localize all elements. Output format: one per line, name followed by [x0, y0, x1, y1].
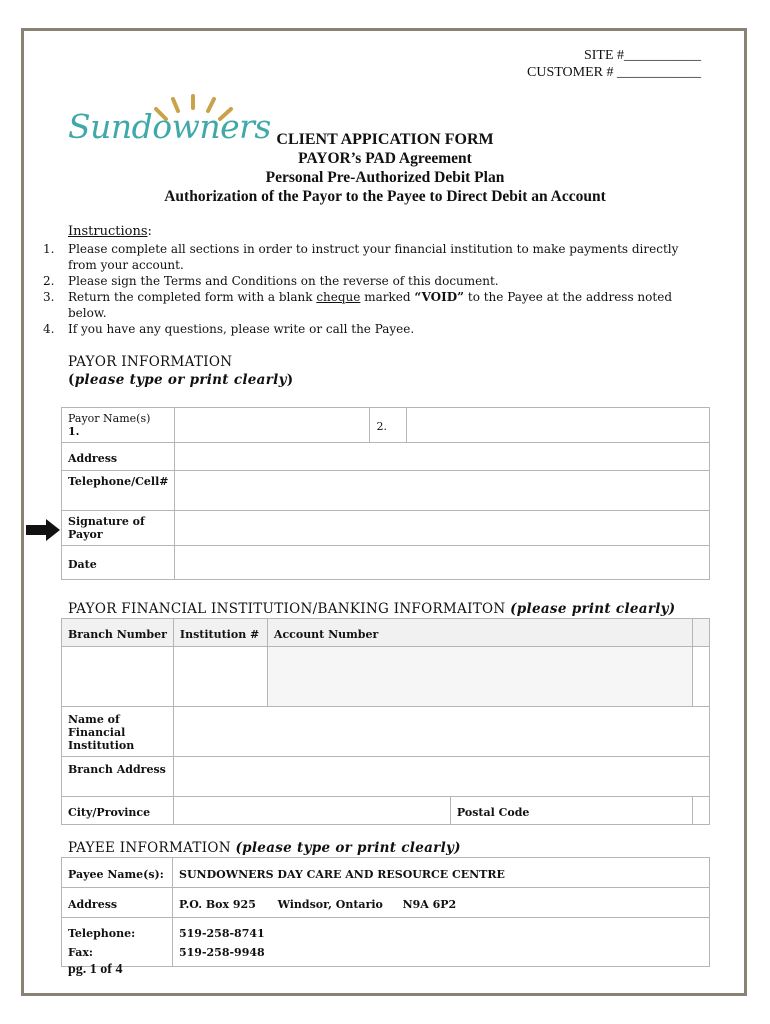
payor-name-2-label-cell — [370, 408, 407, 443]
instructions-heading-text: Instructions — [68, 224, 148, 239]
payor-section-heading — [68, 353, 293, 389]
instructions-heading — [68, 224, 152, 239]
payor-name-1-field[interactable] — [175, 408, 370, 443]
payee-address-label-cell — [62, 888, 173, 918]
payee-name-label-cell — [62, 858, 173, 888]
cheque-term: cheque — [316, 290, 361, 304]
payee-name-label: Payee Name(s): — [68, 868, 164, 881]
signature-label-cell — [62, 511, 175, 546]
postal-code-cell — [450, 797, 536, 824]
site-number: SITE #___________ — [583, 48, 701, 63]
branch-number-label: Branch Number — [68, 628, 167, 641]
city-province-field[interactable] — [173, 797, 692, 825]
instruction-text: Return the completed form with a blank — [68, 290, 317, 304]
institution-name-label-cell — [62, 707, 174, 757]
payor-name-2-label: 2. — [376, 420, 387, 433]
date-label-cell — [62, 546, 175, 580]
account-number-header — [267, 619, 692, 647]
branch-number-field[interactable] — [62, 647, 174, 707]
customer-number: CUSTOMER # ____________ — [527, 65, 701, 80]
site-customer-block — [505, 47, 701, 81]
payor-name-label: Payor Name(s) — [68, 412, 151, 425]
payor-date-field[interactable] — [175, 546, 710, 580]
institution-name-label: Name of Financial Institution — [68, 713, 135, 752]
payee-fax-value: 519-258-9948 — [179, 946, 265, 959]
payor-subheading: please type or print clearly — [74, 372, 287, 388]
account-spacer-cell — [693, 647, 710, 707]
payor-phone-field[interactable] — [175, 471, 710, 511]
instruction-item — [40, 321, 700, 337]
instruction-number: 4. — [43, 322, 55, 336]
form-subtitle-pad: PAYOR’s PAD Agreement — [298, 150, 472, 167]
instruction-item — [40, 289, 700, 321]
payee-po-box: P.O. Box 925 — [179, 898, 256, 911]
institution-header — [173, 619, 267, 647]
payee-subheading: (please type or print clearly) — [235, 840, 461, 856]
branch-number-header — [62, 619, 174, 647]
payor-name-1-label: 1. — [68, 425, 80, 438]
account-header-spacer — [693, 619, 710, 647]
instruction-number: 2. — [43, 274, 55, 288]
payee-section-heading — [68, 840, 461, 856]
payee-name-value-cell — [173, 858, 710, 888]
payee-fax-label: Fax: — [68, 946, 93, 959]
payor-address-label: Address — [68, 452, 118, 465]
payee-phone-value: 519-258-8741 — [179, 927, 265, 940]
sundowners-logo: Sundowners — [68, 107, 271, 146]
payee-contact-label-cell — [62, 918, 173, 967]
institution-field[interactable] — [173, 647, 267, 707]
branch-address-label-cell — [62, 757, 174, 797]
city-province-label: City/Province — [68, 806, 151, 819]
postal-code-field[interactable] — [693, 797, 710, 825]
payor-heading: PAYOR INFORMATION — [68, 354, 233, 370]
payor-phone-label: Telephone/Cell# — [68, 475, 169, 488]
instruction-text: marked — [360, 290, 415, 304]
instruction-item — [40, 241, 700, 273]
branch-address-label: Branch Address — [68, 763, 166, 776]
instructions-list — [40, 241, 700, 337]
payor-name-2-field[interactable] — [407, 408, 710, 443]
form-subtitle-plan: Personal Pre-Authorized Debit Plan — [265, 169, 505, 186]
bank-section-heading — [68, 601, 676, 617]
form-subtitle-authorization: Authorization of the Payor to the Payee to Direct Debit an Account — [164, 188, 606, 205]
form-titles — [0, 130, 770, 206]
instruction-text: Please sign the Terms and Conditions on the reverse of this document. — [68, 274, 499, 288]
payee-address-value-cell — [173, 888, 710, 918]
phone-label-cell — [62, 471, 175, 511]
payor-signature-label: Signature of Payor — [68, 515, 145, 541]
instruction-number: 3. — [43, 290, 55, 304]
instruction-text: If you have any questions, please write or call the Payee. — [68, 322, 415, 336]
account-number-field[interactable] — [267, 647, 692, 707]
payee-heading: PAYEE INFORMATION — [68, 840, 231, 856]
instructions-colon: : — [147, 224, 152, 239]
address-label-cell — [62, 443, 175, 471]
form-title: CLIENT APPICATION FORM — [276, 131, 494, 148]
instruction-text: to the Payee at the address noted below. — [68, 290, 672, 320]
paren-close: ) — [286, 372, 294, 388]
branch-address-field[interactable] — [173, 757, 709, 797]
payor-address-field[interactable] — [175, 443, 710, 471]
instruction-number: 1. — [43, 242, 55, 256]
city-label-cell — [62, 797, 174, 825]
void-term: “VOID” — [414, 290, 465, 304]
paren-open: ( — [68, 372, 75, 388]
instruction-item — [40, 273, 700, 289]
payee-name-value: SUNDOWNERS DAY CARE AND RESOURCE CENTRE — [179, 868, 505, 881]
bank-info-table — [61, 618, 710, 825]
page-number: pg. 1 of 4 — [68, 962, 123, 977]
payee-contact-value-cell — [173, 918, 710, 967]
payor-name-label-cell — [62, 408, 175, 443]
bank-subheading: (please print clearly) — [510, 601, 676, 617]
payee-city: Windsor, Ontario — [277, 898, 383, 911]
payee-postal-code: N9A 6P2 — [402, 898, 457, 911]
institution-name-field[interactable] — [173, 707, 709, 757]
institution-label: Institution # — [179, 628, 260, 641]
payor-info-table — [61, 407, 710, 580]
arrow-right-icon — [26, 519, 60, 541]
account-number-label: Account Number — [273, 628, 379, 641]
payee-info-table — [61, 857, 710, 967]
payee-address-label: Address — [68, 898, 118, 911]
bank-heading: PAYOR FINANCIAL INSTITUTION/BANKING INFORMAITON — [68, 601, 506, 617]
payor-signature-field[interactable] — [175, 511, 710, 546]
postal-code-label: Postal Code — [456, 806, 530, 819]
instruction-text: Please complete all sections in order to instruct your financial institution to make payments directly from your account. — [68, 242, 679, 272]
payor-date-label: Date — [68, 558, 97, 571]
payee-phone-label: Telephone: — [68, 927, 136, 940]
